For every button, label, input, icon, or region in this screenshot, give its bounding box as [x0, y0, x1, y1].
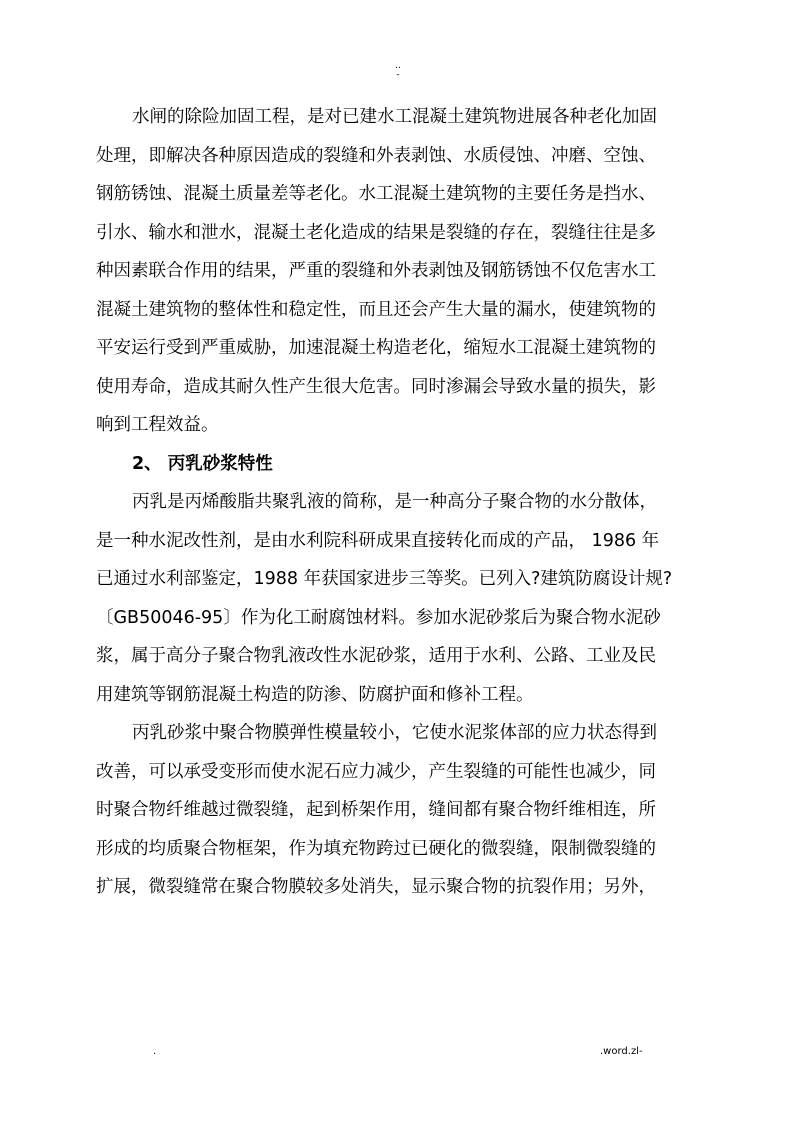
text-line: 形成的均质聚合物框架，作为填充物跨过已硬化的微裂缝，限制微裂缝的 [96, 838, 656, 859]
header-mark-bottom: - [396, 70, 400, 80]
text-line: 丙乳砂浆中聚合物膜弹性模量较小，它使水泥浆体部的应力状态得到 [132, 723, 657, 743]
text-line: 浆，属于高分子聚合物乳液改性水泥砂浆，适用于水利、公路、工业及民 [96, 646, 656, 666]
footer-source-label: .word.zl- [600, 1046, 643, 1057]
text-line: 引水、输水和泄水，混凝土老化造成的结果是裂缝的存在，裂缝往往是多 [96, 222, 656, 243]
text-line: 已通过水利部鉴定，1988 年获国家进步三等奖。已列入?建筑防腐设计规? [96, 569, 673, 589]
text-line: 〔GB50046-95〕作为化工耐腐蚀材料。参加水泥砂浆后为聚合物水泥砂 [96, 607, 661, 628]
text-line: 使用寿命，造成其耐久性产生很大危害。同时渗漏会导致水量的损失，影 [96, 376, 656, 397]
text-line: 扩展，微裂缝常在聚合物膜较多处消失，显示聚合物的抗裂作用；另外， [96, 877, 656, 897]
paragraph-bingru-definition [96, 483, 702, 714]
footer-left-mark: . [153, 1046, 157, 1057]
text-line: 处理，即解决各种原因造成的裂缝和外表剥蚀、水质侵蚀、冲磨、空蚀、 [96, 145, 656, 166]
text-line: 改善，可以承受变形而使水泥石应力减少，产生裂缝的可能性也减少，同 [96, 761, 656, 782]
text-line: 混凝土建筑物的整体性和稳定性，而且还会产生大量的漏水，使建筑物的 [96, 299, 656, 320]
text-line: 水闸的除险加固工程，是对已建水工混凝土建筑物进展各种老化加固 [132, 107, 657, 127]
text-line: 时聚合物纤维越过微裂缝，起到桥架作用，缝间都有聚合物纤维相连，所 [96, 800, 656, 820]
header-mark-top: .. [395, 61, 401, 71]
text-line: 钢筋锈蚀、混凝土质量差等老化。水工混凝土建筑物的主要任务是挡水、 [96, 184, 656, 204]
paragraph-intro [96, 98, 702, 445]
text-line: 响到工程效益。 [96, 415, 219, 435]
text-line: 平安运行受到严重威胁，加速混凝土构造老化，缩短水工混凝土建筑物的 [96, 338, 656, 358]
text-line: 用建筑等钢筋混凝土构造的防渗、防腐护面和修补工程。 [96, 684, 534, 705]
section-heading: 2、 丙乳砂浆特性 [132, 453, 273, 474]
paragraph-bingru-mortar [96, 714, 702, 907]
document-body [96, 98, 702, 907]
text-line: 种因素联合作用的结果，严重的裂缝和外表剥蚀及钢筋锈蚀不仅危害水工 [96, 261, 656, 281]
text-line: 是一种水泥改性剂，是由水利院科研成果直接转化而成的产品， 1986 年 [96, 530, 660, 551]
text-line: 丙乳是丙烯酸脂共聚乳液的简称，是一种高分子聚合物的水分散体， [132, 492, 657, 512]
page-header-mark [392, 62, 404, 80]
